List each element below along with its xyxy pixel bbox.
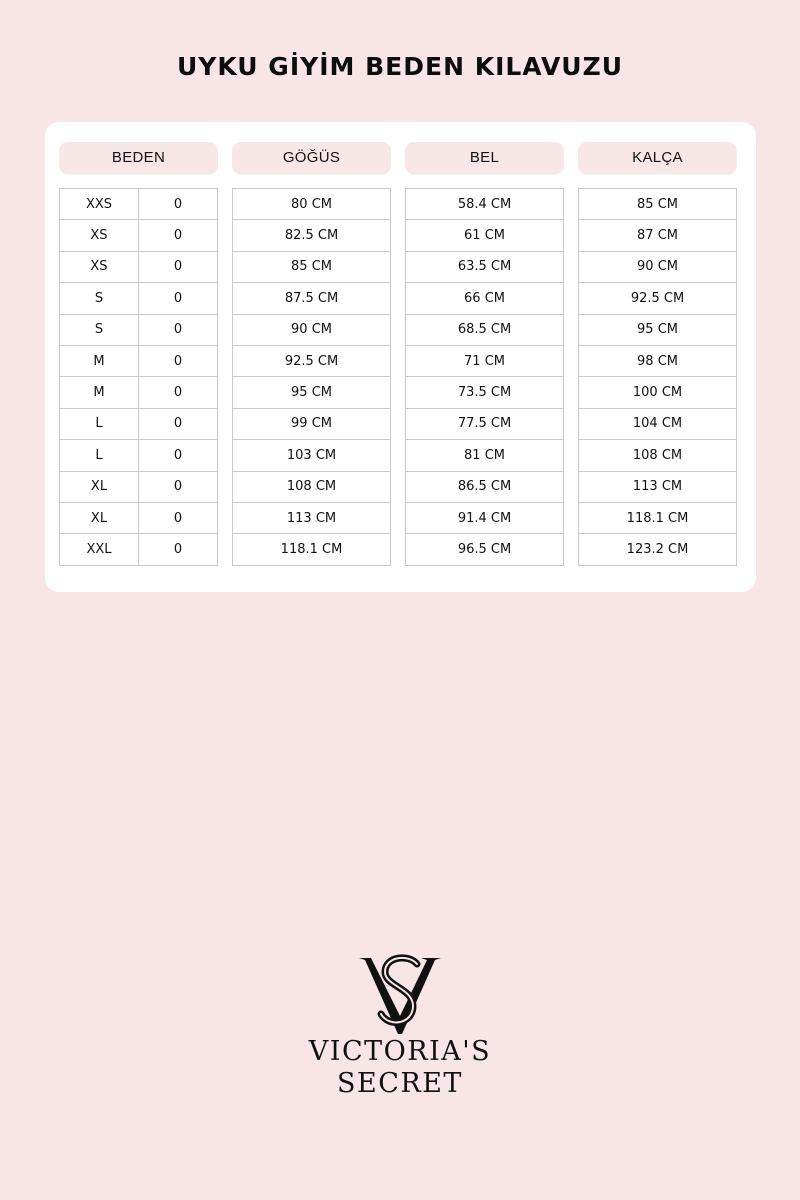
size-cell: XL — [60, 502, 139, 533]
size-cell: XL — [60, 471, 139, 502]
num-cell: 0 — [139, 283, 218, 314]
table-row — [233, 471, 391, 502]
table-row — [406, 283, 564, 314]
hips-column-header: KALÇA — [578, 142, 737, 174]
table-row — [406, 345, 564, 376]
size-cell: S — [60, 283, 139, 314]
table-row — [233, 251, 391, 282]
chest-column-group — [232, 142, 391, 566]
table-row — [60, 314, 218, 345]
chest-cell: 99 CM — [233, 408, 391, 439]
waist-cell: 73.5 CM — [406, 377, 564, 408]
chest-column-header: GÖĞÜS — [232, 142, 391, 174]
table-row — [579, 471, 737, 502]
chest-cell: 90 CM — [233, 314, 391, 345]
table-row — [60, 408, 218, 439]
hips-table — [578, 188, 737, 566]
table-row — [60, 283, 218, 314]
waist-cell: 63.5 CM — [406, 251, 564, 282]
table-row — [60, 377, 218, 408]
table-row — [579, 220, 737, 251]
table-row — [233, 534, 391, 565]
chest-cell: 113 CM — [233, 502, 391, 533]
table-row — [579, 314, 737, 345]
size-chart-card — [45, 122, 756, 592]
size-column-group — [59, 142, 218, 566]
chest-cell: 95 CM — [233, 377, 391, 408]
hips-cell: 100 CM — [579, 377, 737, 408]
table-row — [233, 377, 391, 408]
chest-cell: 87.5 CM — [233, 283, 391, 314]
size-column-header: BEDEN — [59, 142, 218, 174]
table-row — [579, 345, 737, 376]
waist-cell: 77.5 CM — [406, 408, 564, 439]
size-cell: XXL — [60, 534, 139, 565]
table-row — [233, 408, 391, 439]
hips-cell: 98 CM — [579, 345, 737, 376]
table-row — [60, 189, 218, 220]
hips-cell: 104 CM — [579, 408, 737, 439]
table-row — [60, 471, 218, 502]
hips-cell: 85 CM — [579, 189, 737, 220]
size-cell: M — [60, 377, 139, 408]
hips-cell: 92.5 CM — [579, 283, 737, 314]
chest-cell: 118.1 CM — [233, 534, 391, 565]
waist-cell: 58.4 CM — [406, 189, 564, 220]
waist-cell: 81 CM — [406, 440, 564, 471]
table-row — [406, 534, 564, 565]
table-row — [579, 440, 737, 471]
table-row — [233, 440, 391, 471]
num-cell: 0 — [139, 471, 218, 502]
table-row — [60, 502, 218, 533]
waist-cell: 71 CM — [406, 345, 564, 376]
waist-column-header: BEL — [405, 142, 564, 174]
size-cell: M — [60, 345, 139, 376]
table-row — [406, 189, 564, 220]
vs-monogram-icon — [355, 950, 445, 1036]
table-row — [579, 251, 737, 282]
size-cell: XXS — [60, 189, 139, 220]
brand-name-line1: VICTORIA'S — [308, 1036, 492, 1067]
page-title: UYKU GİYİM BEDEN KILAVUZU — [176, 52, 624, 81]
hips-cell: 87 CM — [579, 220, 737, 251]
num-cell: 0 — [139, 251, 218, 282]
table-row — [60, 534, 218, 565]
waist-cell: 86.5 CM — [406, 471, 564, 502]
num-cell: 0 — [139, 189, 218, 220]
chest-cell: 108 CM — [233, 471, 391, 502]
num-cell: 0 — [139, 502, 218, 533]
hips-cell: 123.2 CM — [579, 534, 737, 565]
hips-column-group — [578, 142, 737, 566]
chest-cell: 80 CM — [233, 189, 391, 220]
table-row — [233, 345, 391, 376]
brand-name-line2: SECRET — [337, 1068, 463, 1099]
num-cell: 0 — [139, 534, 218, 565]
size-cell: L — [60, 440, 139, 471]
table-row — [406, 377, 564, 408]
num-cell: 0 — [139, 440, 218, 471]
chest-cell: 92.5 CM — [233, 345, 391, 376]
hips-cell: 95 CM — [579, 314, 737, 345]
hips-cell: 113 CM — [579, 471, 737, 502]
table-row — [233, 314, 391, 345]
waist-table — [405, 188, 564, 566]
size-cell: L — [60, 408, 139, 439]
chest-table — [232, 188, 391, 566]
size-cell: XS — [60, 251, 139, 282]
num-cell: 0 — [139, 314, 218, 345]
waist-column-group — [405, 142, 564, 566]
table-row — [233, 189, 391, 220]
size-cell: S — [60, 314, 139, 345]
table-row — [233, 502, 391, 533]
table-row — [233, 220, 391, 251]
table-row — [579, 502, 737, 533]
table-row — [579, 377, 737, 408]
size-cell: XS — [60, 220, 139, 251]
table-row — [60, 440, 218, 471]
waist-cell: 66 CM — [406, 283, 564, 314]
num-cell: 0 — [139, 408, 218, 439]
hips-cell: 108 CM — [579, 440, 737, 471]
table-row — [60, 251, 218, 282]
table-row — [406, 440, 564, 471]
size-table — [59, 188, 218, 566]
hips-cell: 118.1 CM — [579, 502, 737, 533]
waist-cell: 96.5 CM — [406, 534, 564, 565]
chest-cell: 85 CM — [233, 251, 391, 282]
waist-cell: 68.5 CM — [406, 314, 564, 345]
table-row — [406, 220, 564, 251]
waist-cell: 61 CM — [406, 220, 564, 251]
table-row — [406, 314, 564, 345]
brand-logo — [0, 950, 800, 1100]
chest-cell: 103 CM — [233, 440, 391, 471]
chest-cell: 82.5 CM — [233, 220, 391, 251]
waist-cell: 91.4 CM — [406, 502, 564, 533]
table-row — [579, 534, 737, 565]
table-row — [60, 345, 218, 376]
table-row — [233, 283, 391, 314]
table-row — [406, 502, 564, 533]
hips-cell: 90 CM — [579, 251, 737, 282]
num-cell: 0 — [139, 345, 218, 376]
table-row — [579, 189, 737, 220]
table-row — [406, 408, 564, 439]
num-cell: 0 — [139, 377, 218, 408]
table-row — [579, 283, 737, 314]
table-row — [60, 220, 218, 251]
table-row — [406, 251, 564, 282]
table-row — [406, 471, 564, 502]
table-row — [579, 408, 737, 439]
num-cell: 0 — [139, 220, 218, 251]
